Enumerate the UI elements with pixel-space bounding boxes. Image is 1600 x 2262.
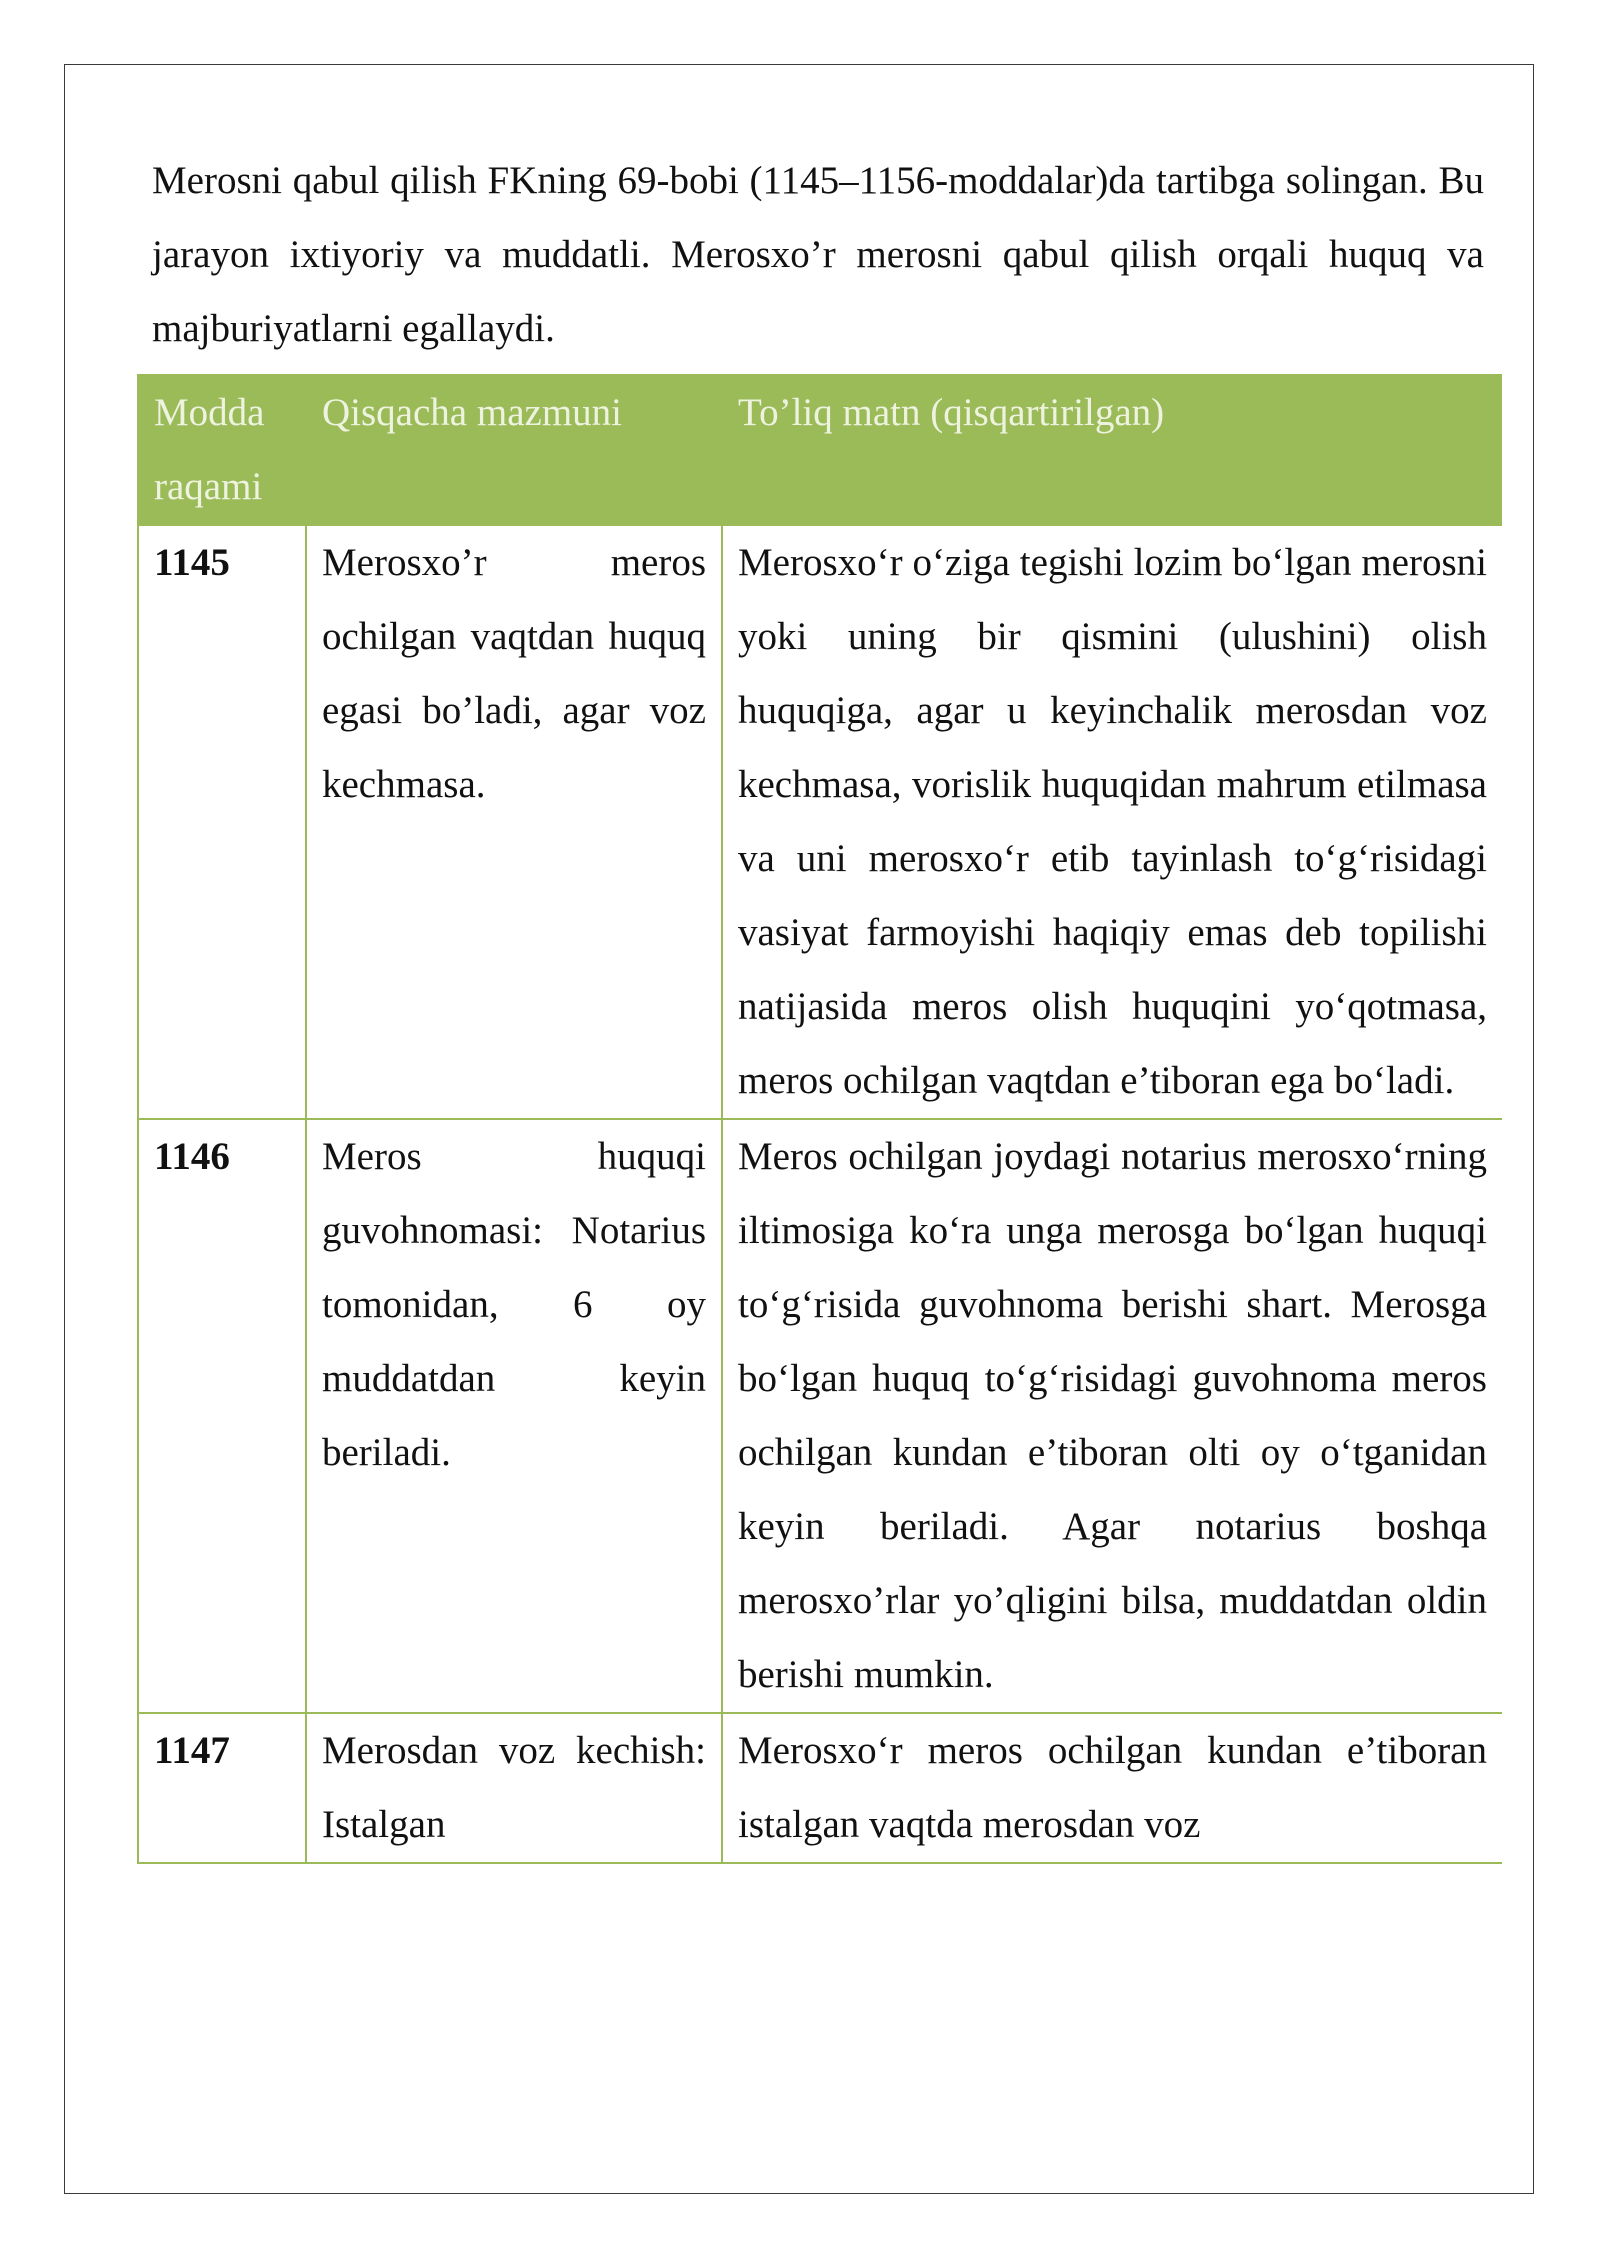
header-article-number: Modda raqami: [138, 375, 306, 525]
article-number: 1147: [138, 1713, 306, 1863]
article-number: 1145: [138, 525, 306, 1119]
table-row: [138, 525, 1502, 1119]
table-header-row: [138, 375, 1502, 525]
article-full-text: Meros ochilgan joydagi notarius merosxo‘rning iltimosiga ko‘ra unga merosga bo‘lgan huquqi to‘g‘risida guvohnoma berishi shart. Merosga bo‘lgan huquq to‘g‘risidagi guvohnoma meros ochilgan kundan e’tiboran olti oy o‘tganidan keyin beriladi. Agar notarius boshqa merosxo’rlar yo’qligini bilsa, muddatdan oldin berishi mumkin.: [722, 1119, 1502, 1713]
article-summary: Meros huquqi guvohnomasi: Notarius tomonidan, 6 oy muddatdan keyin beriladi.: [306, 1119, 722, 1713]
article-full-text: Merosxo‘r meros ochilgan kundan e’tiboran istalgan vaqtda merosdan voz: [722, 1713, 1502, 1863]
article-full-text: Merosxo‘r o‘ziga tegishi lozim bo‘lgan merosni yoki uning bir qismini (ulushini) olish huquqiga, agar u keyinchalik merosdan voz kechmasa, vorislik huquqidan mahrum etilmasa va uni merosxo‘r etib tayinlash to‘g‘risidagi vasiyat farmoyishi haqiqiy emas deb topilishi natijasida meros olish huquqini yo‘qotmasa, meros ochilgan vaqtdan e’tiboran ega bo‘ladi.: [722, 525, 1502, 1119]
document-body: [152, 144, 1484, 366]
article-summary: Merosxo’r meros ochilgan vaqtdan huquq egasi bo’ladi, agar voz kechmasa.: [306, 525, 722, 1119]
table-row: [138, 1713, 1502, 1863]
articles-table: [137, 374, 1502, 1864]
article-number: 1146: [138, 1119, 306, 1713]
header-full-text: To’liq matn (qisqartirilgan): [722, 375, 1502, 525]
intro-paragraph: Merosni qabul qilish FKning 69-bobi (1145–1156-moddalar)da tartibga solingan. Bu jarayon ixtiyoriy va muddatli. Merosxo’r merosni qabul qilish orqali huquq va majburiyatlarni egallaydi.: [152, 159, 1484, 350]
header-summary: Qisqacha mazmuni: [306, 375, 722, 525]
table-row: [138, 1119, 1502, 1713]
article-summary: Merosdan voz kechish: Istalgan: [306, 1713, 722, 1863]
articles-table-container: [137, 374, 1502, 2050]
